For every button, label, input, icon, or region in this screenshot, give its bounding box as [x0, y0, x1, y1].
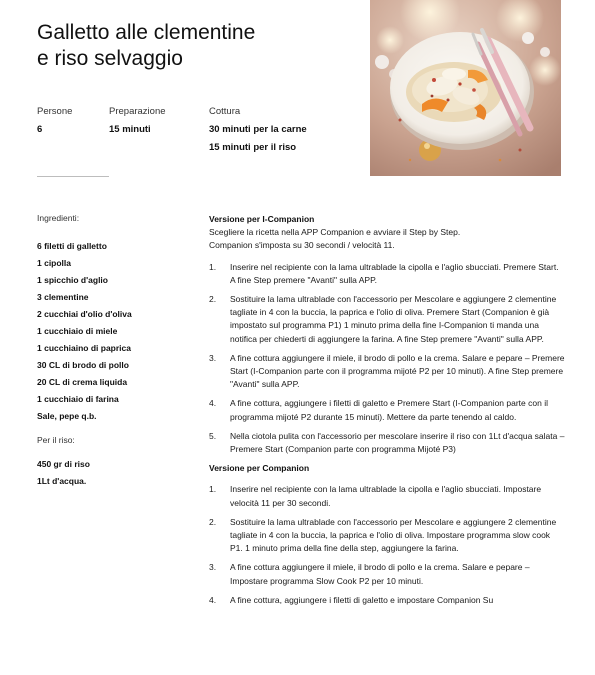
- rice-ingredient-item: 1Lt d'acqua.: [37, 476, 87, 486]
- ingredient-item: 3 clementine: [37, 292, 89, 302]
- version-companion-steps: [209, 483, 565, 607]
- version-companion-heading: Versione per Companion: [209, 463, 310, 474]
- preparazione-value: 15 minuti: [109, 124, 151, 135]
- step-number: 4.: [209, 398, 217, 409]
- step-number: 3.: [209, 562, 217, 573]
- step-item: [209, 561, 565, 587]
- step-text: A fine cottura, aggiungere i filetti di galetto e impostare Companion Su: [230, 594, 494, 605]
- cottura-value-rice: 15 minuti per il riso: [209, 142, 297, 153]
- step-number: 2.: [209, 294, 217, 305]
- persone-value: 6: [37, 124, 43, 135]
- step-text: Sostituire la lama ultrablade con l'accessorio per Mescolare e aggiungere 2 clementine tagliate in 4 con la buccia, la paprica e l'olio di oliva. Premere Start (Companion è già impostato sul programma P1) 1 minuto prima della fine I-Companion ti manda una notifica per chiederti di aggiungere la farina. A fine Step premere "Avanti" sulla APP.: [230, 294, 557, 344]
- ingredient-item: 30 CL di brodo di pollo: [37, 360, 129, 370]
- ingredient-item: 1 cipolla: [37, 258, 72, 268]
- step-text: Sostituire la lama ultrablade con l'accessorio per Mescolare e aggiungere 2 clementine tagliate in 4 con la buccia, la paprica e l'olio di oliva. Impostare programma slow cook P1. 1 minuto prima della fine della step, aggiungere la farina.: [230, 516, 557, 554]
- instructions: [209, 213, 565, 613]
- step-item: [209, 483, 565, 509]
- ingredient-item: 1 cucchiaino di paprica: [37, 343, 132, 353]
- ingredient-item: 20 CL di crema liquida: [37, 377, 128, 387]
- version-i-companion-heading: Versione per I-Companion: [209, 214, 315, 224]
- step-item: [209, 352, 565, 392]
- ingredient-item: 2 cucchiai d'olio d'oliva: [37, 309, 132, 319]
- ingredient-item: 6 filetti di galletto: [37, 241, 107, 251]
- step-number: 1.: [209, 261, 217, 272]
- ingredient-item: 1 cucchiaio di farina: [37, 394, 119, 404]
- ingredient-item: 1 cucchiaio di miele: [37, 326, 118, 336]
- step-number: 1.: [209, 484, 217, 495]
- dish-photo: [370, 0, 561, 176]
- recipe-title: [37, 20, 255, 72]
- step-text: A fine cottura, aggiungere i filetti di galetto e Premere Start (I-Companion parte con il programma mijoté P2 durante 15 minuti). Mettere da parte tenendo al caldo.: [230, 398, 548, 422]
- ingredient-item: Sale, pepe q.b.: [37, 411, 97, 421]
- rice-ingredient-item: 450 gr di riso: [37, 459, 90, 469]
- step-item: [209, 516, 565, 556]
- ingredients-list: [37, 213, 197, 490]
- dish-photo-illustration: [370, 0, 561, 176]
- persone-label: Persone: [37, 106, 73, 117]
- step-number: 4.: [209, 594, 217, 605]
- ingredient-item: 1 spicchio d'aglio: [37, 275, 108, 285]
- version-i-intro-1: Scegliere la ricetta nella APP Companion e avviare il Step by Step.: [209, 227, 461, 238]
- recipe-title-line-1: Galletto alle clementine: [37, 21, 256, 44]
- version-i-intro-2: Companion s'imposta su 30 secondi / velocità 11.: [209, 240, 395, 251]
- step-number: 3.: [209, 352, 217, 363]
- cottura-value-meat: 30 minuti per la carne: [209, 124, 307, 135]
- version-i-steps: [209, 261, 565, 457]
- step-text: Inserire nel recipiente con la lama ultrablade la cipolla e l'aglio sbucciati. Premere Start. A fine Step premere "Avanti" sulla APP.: [230, 261, 559, 285]
- rice-header: Per il riso:: [37, 435, 75, 445]
- step-item: [209, 261, 565, 287]
- step-text: A fine cottura aggiungere il miele, il brodo di pollo e la crema. Salare e pepare – Premere Start (I-Companion parte con il programma mijoté P2 per 10 minuti). A fine Step premere "Avanti" sulla APP.: [230, 352, 565, 390]
- step-text: Nella ciotola pulita con l'accessorio per mescolare inserire il riso con 1Lt d'acqua salata – Premere Start (Companion parte con programma Mijoté P3): [230, 430, 565, 455]
- step-number: 5.: [209, 430, 217, 441]
- step-text: A fine cottura aggiungere il miele, il brodo di pollo e la crema. Salare e pepare – Impostare programma Slow Cook P2 per 10 minuti.: [230, 562, 530, 586]
- step-item: [209, 397, 565, 423]
- cottura-label: Cottura: [209, 106, 241, 117]
- ingredients-header: Ingredienti:: [37, 213, 80, 223]
- step-number: 2.: [209, 516, 217, 527]
- step-item: [209, 594, 565, 607]
- preparazione-label: Preparazione: [109, 106, 166, 117]
- recipe-title-line-2: e riso selvaggio: [37, 47, 183, 70]
- section-divider: [37, 176, 109, 177]
- step-item: [209, 293, 565, 346]
- step-item: [209, 430, 565, 456]
- step-text: Inserire nel recipiente con la lama ultrablade la cipolla e l'aglio sbucciati. Impostare velocità 11 per 30 secondi.: [230, 484, 542, 508]
